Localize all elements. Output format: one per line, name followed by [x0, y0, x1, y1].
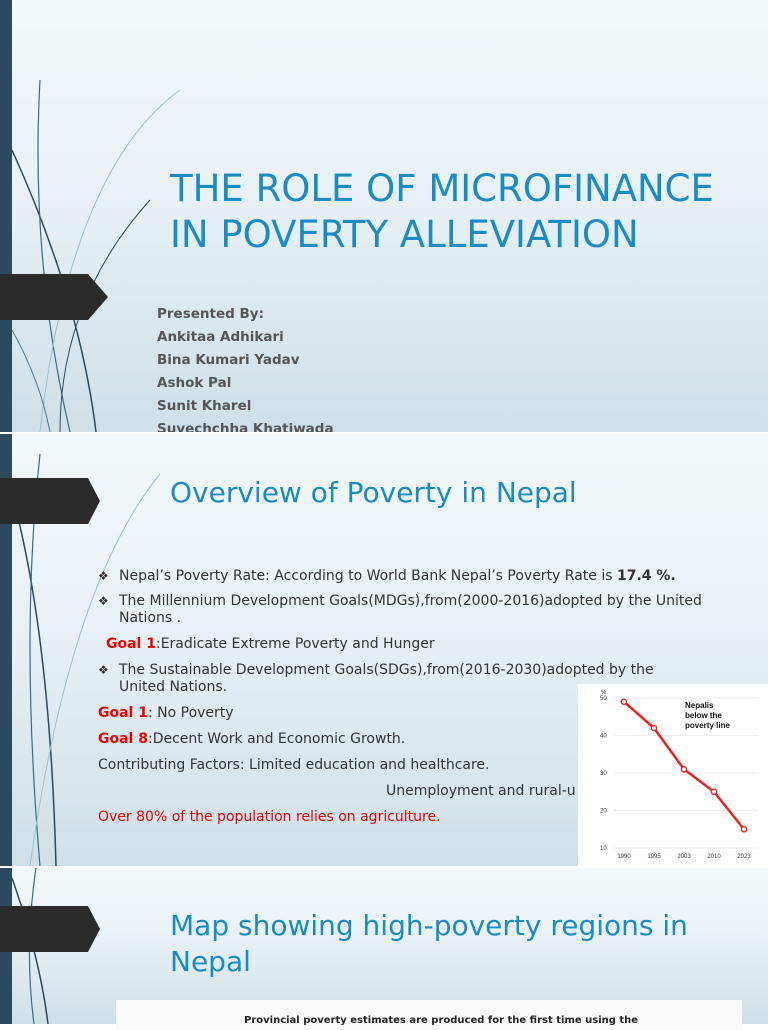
bullet-text: The Sustainable Development Goals(SDGs),from(2016-2030)adopted by the United Nations.: [119, 662, 654, 695]
goal-label: Goal 1: [106, 636, 156, 652]
goal-text: :Eradicate Extreme Poverty and Hunger: [155, 636, 435, 652]
presented-by-label: Presented By:: [157, 306, 264, 322]
slide-title-text: THE ROLE OF MICROFINANCE IN POVERTY ALLEVIATION: [170, 167, 714, 256]
diamond-bullet-icon: ❖: [98, 569, 109, 583]
data-point: [741, 827, 746, 832]
bullet-text: Nepal’s Poverty Rate: According to World Bank Nepal’s Poverty Rate is: [119, 568, 617, 584]
overview-title: Overview of Poverty in Nepal: [170, 476, 577, 509]
x-tick-label: 2003: [677, 854, 691, 860]
mdg-goal-line: [98, 636, 738, 653]
y-tick-labels: [600, 696, 607, 852]
presenter-name: Ankitaa Adhikari: [157, 329, 284, 345]
presenter-name: Suvechchha Khatiwada: [157, 421, 334, 432]
x-tick-label: 1990: [617, 854, 631, 860]
data-point: [711, 789, 716, 794]
y-tick-label: 20: [600, 808, 607, 815]
left-bar: [0, 0, 12, 432]
poverty-chart: [578, 684, 768, 866]
chart-title-line: Nepalis: [685, 701, 714, 710]
poverty-rate-value: 17.4 %.: [616, 568, 676, 584]
data-point: [621, 699, 626, 704]
data-point: [651, 725, 656, 730]
x-tick-label: 2010: [707, 854, 721, 860]
y-tick-label: 30: [600, 771, 607, 777]
x-tick-labels: [617, 854, 751, 860]
slide-title: [0, 0, 768, 432]
x-tick-label: 2023: [737, 854, 751, 860]
bullet-item: [98, 593, 738, 627]
y-axis-unit: %: [601, 690, 607, 696]
arrow-tab: [0, 906, 108, 952]
y-tick-label: 40: [600, 733, 607, 740]
diamond-bullet-icon: ❖: [98, 663, 109, 677]
chart-title-line: poverty line: [685, 721, 730, 730]
presenter-name: Ashok Pal: [157, 375, 232, 391]
arrow-tab: [0, 274, 108, 320]
map-image: [116, 1000, 742, 1030]
series-points: [621, 699, 746, 832]
x-tick-label: 1995: [647, 854, 661, 860]
map-title: Map showing high-poverty regions in Nepal: [170, 909, 688, 978]
chart-title: [685, 701, 730, 730]
diamond-bullet-icon: ❖: [98, 594, 109, 608]
bullet-item: [98, 568, 738, 585]
map-caption: Provincial poverty estimates are produced for the first time using the: [244, 1015, 639, 1026]
data-point: [681, 767, 686, 772]
arrow-tab: [0, 478, 108, 524]
y-tick-label: 50: [600, 696, 607, 702]
contributing-factors: Contributing Factors: Limited education and healthcare.: [98, 757, 490, 773]
poverty-chart-svg: [578, 684, 768, 866]
y-tick-label: 10: [600, 846, 607, 852]
agriculture-note: Over 80% of the population relies on agriculture.: [98, 809, 441, 825]
chart-title-line: below the: [685, 711, 722, 720]
goal-label: Goal 1: [98, 705, 148, 721]
presenter-name: Bina Kumari Yadav: [157, 352, 300, 368]
goal-text: : No Poverty: [147, 705, 234, 721]
bullet-text: The Millennium Development Goals(MDGs),from(2000-2016)adopted by the United Nations .: [119, 593, 702, 626]
goal-label: Goal 8: [98, 731, 148, 747]
goal-text: :Decent Work and Economic Growth.: [147, 731, 406, 747]
contributing-factors-cont: Unemployment and rural-u: [386, 783, 576, 799]
presenter-name: Sunit Kharel: [157, 398, 252, 414]
presenter-list: [157, 303, 334, 432]
